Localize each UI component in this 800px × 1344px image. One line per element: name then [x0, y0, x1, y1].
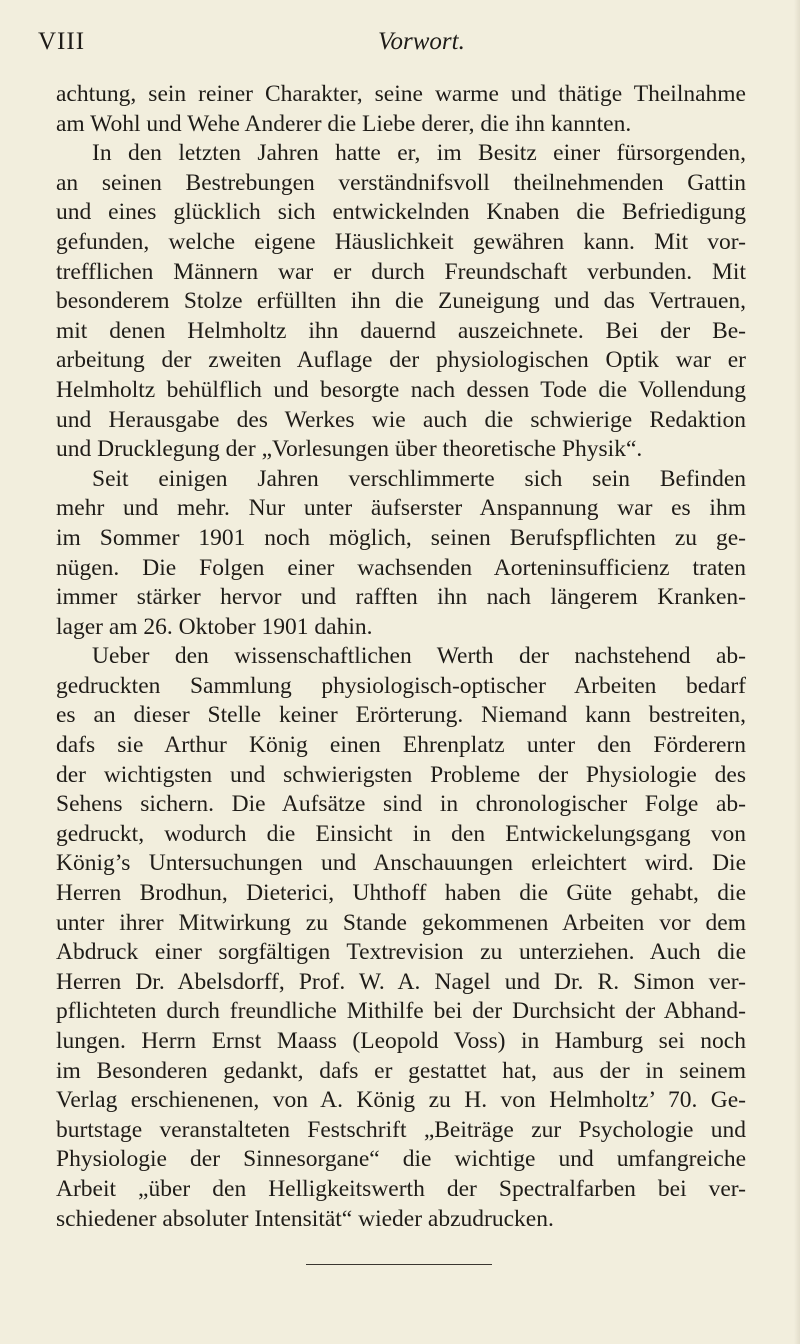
text-line: lungen. Herrn Ernst Maass (Leopold Voss) in Hamburg sei noch: [56, 1028, 746, 1054]
page-number: VIII: [38, 28, 86, 55]
text-line: Herren Brodhun, Dieterici, Uhthoff haben die Güte gehabt, die: [56, 880, 746, 907]
text-line: arbeitung der zweiten Auflage der physiologischen Optik war er: [56, 347, 746, 374]
text-line: besonderem Stolze erfüllten ihn die Zuneigung und das Vertrauen,: [56, 288, 746, 315]
text-line: im Besonderen gedankt, dafs er gestattet hat, aus der in seinem: [56, 1057, 746, 1084]
text-line: lager am 26. Oktober 1901 dahin.: [56, 613, 373, 640]
text-line: Abdruck einer sorgfältigen Textrevision zu unterziehen. Auch die: [56, 939, 746, 966]
text-line: und eines glücklich sich entwickelnden Knaben die Befriedigung: [56, 199, 746, 226]
text-line: es an dieser Stelle keiner Erörterung. Niemand kann bestreiten,: [56, 702, 746, 729]
running-title: Vorwort.: [378, 28, 465, 55]
text-line: an seinen Bestrebungen verständnifsvoll theilnehmenden Gattin: [56, 169, 746, 196]
text-line: Verlag erschienenen, von A. König zu H. von Helmholtz’ 70. Ge-: [56, 1087, 746, 1114]
text-line: gedruckten Sammlung physiologisch-optischer Arbeiten bedarf: [56, 672, 746, 699]
text-line: Seit einigen Jahren verschlimmerte sich sein Befinden: [92, 465, 746, 492]
text-line: Physiologie der Sinnesorgane“ die wichtige und umfangreiche: [56, 1146, 746, 1173]
text-line: und Herausgabe des Werkes wie auch die schwierige Redaktion: [56, 406, 746, 433]
text-line: In den letzten Jahren hatte er, im Besitz einer fürsorgenden,: [92, 140, 746, 167]
text-line: Herren Dr. Abelsdorff, Prof. W. A. Nagel und Dr. R. Simon ver-: [56, 968, 746, 995]
text-line: achtung, sein reiner Charakter, seine warme und thätige Theilnahme: [56, 81, 746, 107]
text-line: gedruckt, wodurch die Einsicht in den Entwickelungsgang von: [56, 820, 746, 847]
text-line: im Sommer 1901 noch möglich, seinen Berufspflichten zu ge-: [56, 524, 746, 551]
text-line: immer stärker hervor und rafften ihn nach längerem Kranken-: [56, 584, 746, 611]
text-line: König’s Untersuchungen und Anschauungen erleichtert wird. Die: [56, 850, 746, 877]
text-line: schiedener absoluter Intensität“ wieder abzudrucken.: [56, 1205, 554, 1232]
page-edge-shade: [794, 0, 800, 1344]
text-line: am Wohl und Wehe Anderer die Liebe derer, die ihn kannten.: [56, 110, 632, 137]
end-rule: [306, 1264, 492, 1265]
text-line: trefflichen Männern war er durch Freundschaft verbunden. Mit: [56, 258, 746, 285]
text-line: mehr und mehr. Nur unter äufserster Anspannung war es ihm: [56, 495, 746, 522]
text-line: unter ihrer Mitwirkung zu Stande gekommenen Arbeiten vor dem: [56, 909, 746, 936]
text-line: burtstage veranstalteten Festschrift „Beiträge zur Psychologie und: [56, 1116, 746, 1143]
text-line: Ueber den wissenschaftlichen Werth der nachstehend ab-: [92, 643, 746, 670]
running-head: [0, 28, 800, 58]
text-line: pflichteten durch freundliche Mithilfe bei der Durchsicht der Abhand-: [56, 998, 746, 1025]
text-line: gefunden, welche eigene Häuslichkeit gewähren kann. Mit vor-: [56, 228, 746, 255]
text-line: nügen. Die Folgen einer wachsenden Aorteninsufficienz traten: [56, 554, 746, 581]
text-line: dafs sie Arthur König einen Ehrenplatz unter den Förderern: [56, 732, 746, 759]
text-line: Sehens sichern. Die Aufsätze sind in chronologischer Folge ab-: [56, 791, 746, 818]
text-line: und Drucklegung der „Vorlesungen über theoretische Physik“.: [56, 436, 643, 463]
text-line: mit denen Helmholtz ihn dauernd auszeichnete. Bei der Be-: [56, 317, 746, 344]
text-line: der wichtigsten und schwierigsten Probleme der Physiologie des: [56, 761, 746, 788]
text-line: Arbeit „über den Helligkeitswerth der Spectralfarben bei ver-: [56, 1175, 746, 1202]
body-text: [56, 80, 746, 1234]
text-line: Helmholtz behülflich und besorgte nach dessen Tode die Vollendung: [56, 376, 746, 403]
